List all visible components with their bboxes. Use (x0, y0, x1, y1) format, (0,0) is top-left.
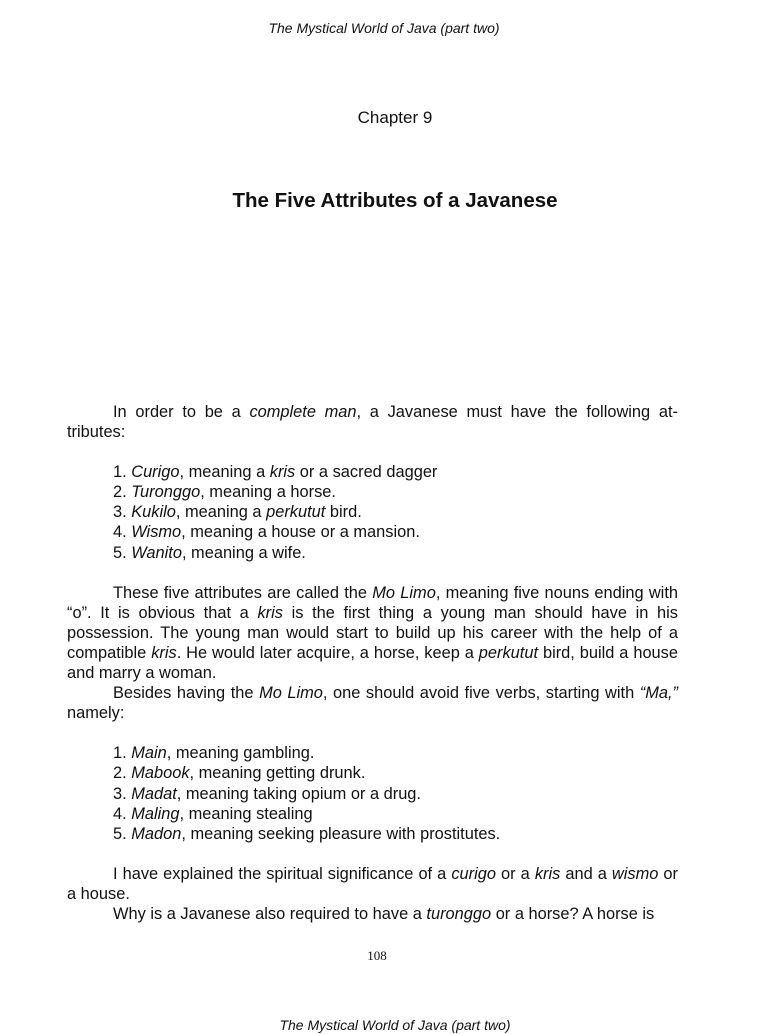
emphasis: curigo (451, 864, 496, 883)
list-item (113, 804, 678, 824)
verbs-list (67, 743, 678, 843)
text-run: , a Javanese must have the following at-tributes: (67, 403, 678, 442)
item-number: 5. (113, 543, 132, 562)
list-item (113, 462, 678, 482)
text-run: is the first thing a young man should have in his possession. The young man would start to build up his career with the help of a compatible (67, 603, 678, 662)
emphasis: complete man (249, 403, 357, 421)
text-run: bird, build a house and marry a woman. (67, 643, 678, 683)
list-item (113, 482, 678, 502)
text-run: and a (560, 864, 612, 883)
item-number: 4. (113, 804, 132, 823)
item-number: 4. (113, 523, 132, 542)
paragraph-curigo (67, 864, 678, 904)
paragraph-mo-limo (67, 583, 678, 683)
item-number: 2. (113, 764, 132, 783)
item-text: or a sacred dagger (295, 463, 438, 482)
item-number: 2. (113, 483, 132, 502)
emphasis: perkutut (478, 643, 539, 662)
emphasis: kris (269, 463, 296, 482)
item-text: , meaning a horse. (200, 483, 336, 502)
text-run: or a house. (67, 864, 678, 903)
item-text: , meaning gambling. (166, 744, 315, 763)
page-number: 108 (367, 948, 387, 963)
item-number: 1. (113, 463, 132, 482)
list-item (113, 522, 678, 542)
item-text: bird. (325, 503, 362, 522)
text-run: These five attributes are called the (113, 583, 373, 602)
item-number: 3. (113, 503, 132, 522)
item-term: Mabook (131, 764, 190, 783)
item-text: , meaning taking opium or a drug. (176, 784, 421, 803)
item-term: Madon (131, 824, 182, 843)
item-text: , meaning a (175, 503, 267, 522)
item-text: , meaning getting drunk. (189, 764, 366, 783)
item-term: Madat (131, 784, 177, 803)
text-run: . He would later acquire, a horse, keep a (176, 643, 479, 662)
emphasis: kris (257, 603, 283, 622)
text-run: Why is a Javanese also required to have a (113, 904, 427, 923)
item-term: Wanito (131, 543, 182, 562)
item-text: , meaning a house or a mansion. (181, 523, 420, 542)
emphasis: kris (534, 864, 561, 883)
list-item (113, 543, 678, 563)
body-text (67, 402, 678, 924)
paragraph-five-verbs (67, 683, 678, 723)
list-item (113, 784, 678, 804)
item-number: 1. (113, 744, 132, 763)
text-run: or a (495, 864, 535, 883)
item-number: 3. (113, 784, 132, 803)
text-run: , meaning five nouns ending with “o”. It is obvious that a (67, 583, 678, 622)
item-text: , meaning stealing (179, 804, 313, 823)
emphasis: kris (151, 643, 177, 662)
attributes-list (67, 462, 678, 562)
emphasis: turonggo (426, 904, 492, 923)
list-item (113, 502, 678, 522)
running-footer: The Mystical World of Java (part two) (279, 1017, 511, 1033)
text-run: Besides having the (113, 684, 260, 703)
chapter-label: Chapter 9 (357, 108, 433, 127)
emphasis: “Ma,” (639, 684, 679, 703)
text-run: In order to be a (113, 403, 250, 421)
list-item (113, 824, 678, 844)
item-term: Maling (131, 804, 180, 823)
list-item (113, 763, 678, 783)
text-run: I have explained the spiritual significance of a (113, 864, 452, 883)
emphasis: Mo Limo (259, 684, 323, 703)
text-run: namely: (67, 704, 125, 723)
paragraph-intro (67, 402, 678, 442)
item-term: Kukilo (131, 503, 176, 522)
chapter-title: The Five Attributes of a Javanese (232, 189, 558, 212)
item-term: Turonggo (131, 483, 201, 502)
item-text: , meaning seeking pleasure with prostitutes. (181, 824, 501, 843)
item-text: , meaning a (179, 463, 270, 482)
text-run: or a horse? A horse is (491, 904, 655, 923)
list-item (113, 743, 678, 763)
emphasis: Mo Limo (372, 583, 436, 602)
emphasis: perkutut (266, 503, 326, 522)
running-header: The Mystical World of Java (part two) (268, 20, 500, 36)
item-text: , meaning a wife. (181, 543, 306, 562)
item-number: 5. (113, 824, 132, 843)
paragraph-turonggo (67, 904, 678, 924)
emphasis: wismo (611, 864, 659, 883)
item-term: Main (131, 744, 167, 763)
item-term: Wismo (131, 523, 182, 542)
text-run: , one should avoid five verbs, starting with (322, 684, 640, 703)
item-term: Curigo (131, 463, 180, 482)
